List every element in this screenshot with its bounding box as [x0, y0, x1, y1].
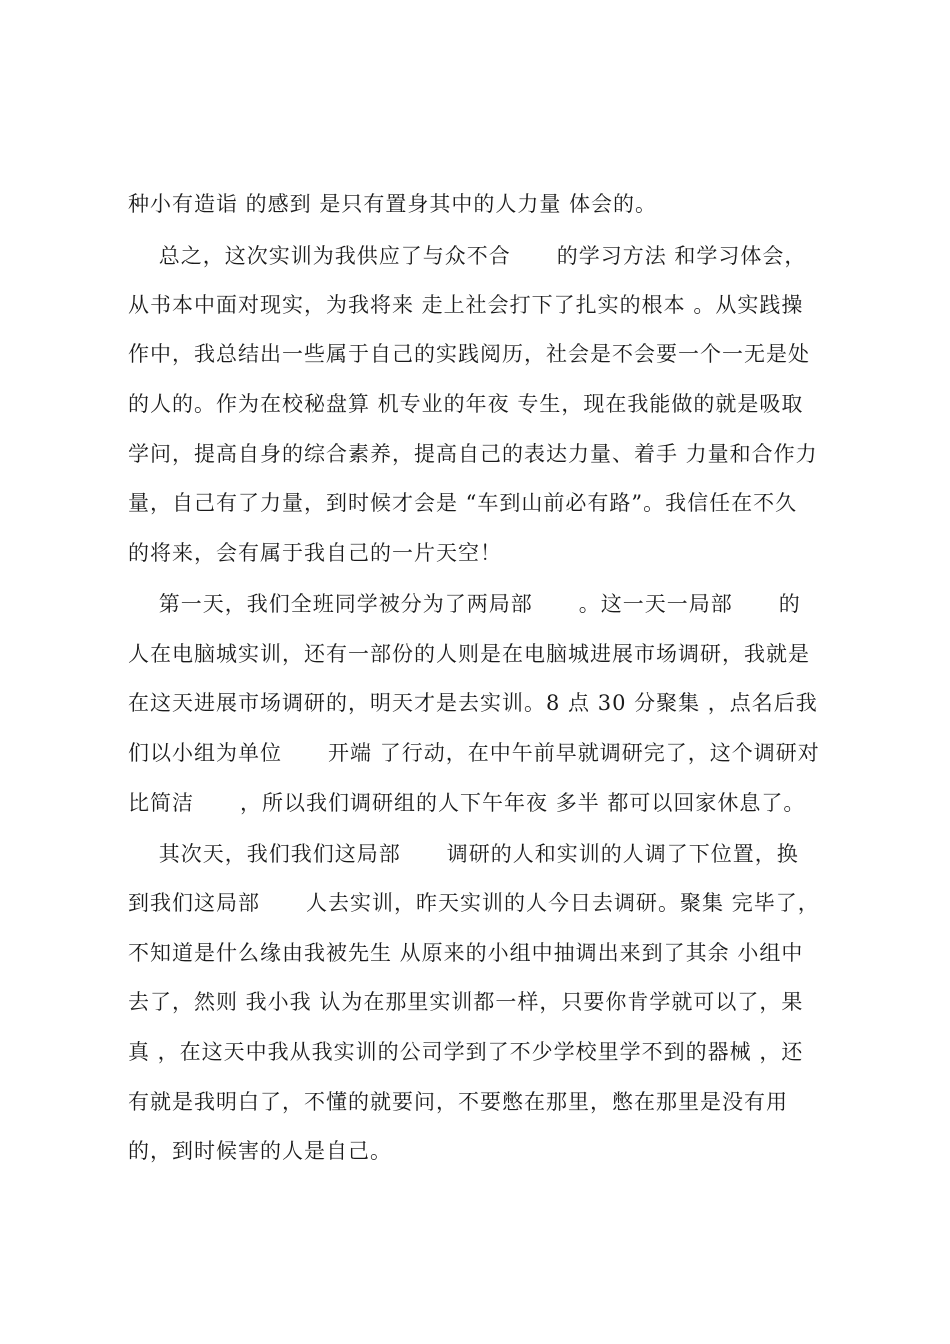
text-line: 在这天进展市场调研的，明天才是去实训。8 点 30 分聚集 ，点名后我	[128, 691, 818, 715]
text-line: 从书本中面对现实，为我将来 走上社会打下了扎实的根本 。从实践操	[128, 293, 804, 317]
text-line: 有就是我明白了，不懂的就要问，不要憋在那里，憋在那里是没有用	[128, 1090, 788, 1114]
text-line: 其次天，我们我们这局部 调研的人和实训的人调了下位置，换	[128, 842, 799, 866]
text-line: 的将来，会有属于我自己的一片天空！	[128, 541, 502, 565]
text-line: 总之，这次实训为我供应了与众不合 的学习方法 和学习体会，	[128, 244, 807, 268]
text-line: 去了，然则 我小我 认为在那里实训都一样，只要你肯学就可以了，果	[128, 990, 804, 1014]
text-line: 比简洁 ，所以我们调研组的人下午年夜 多半 都可以回家休息了。	[128, 791, 806, 815]
text-line: 的人的。作为在校秘盘算 机专业的年夜 专生，现在我能做的就是吸取	[128, 392, 804, 416]
text-line: 不知道是什么缘由我被先生 从原来的小组中抽调出来到了其余 小组中	[128, 941, 804, 965]
text-line: 人在电脑城实训，还有一部份的人则是在电脑城进展市场调研，我就是	[128, 642, 810, 666]
text-line: 量，自己有了力量，到时候才会是 “车到山前必有路”。我信任在不久	[128, 491, 798, 515]
text-line: 学问，提高自身的综合素养，提高自己的表达力量、着手 力量和合作力	[128, 442, 818, 466]
text-line: 的，到时候害的人是自己。	[128, 1139, 392, 1163]
text-line: 们以小组为单位 开端 了行动，在中午前早就调研完了，这个调研对	[128, 741, 820, 765]
text-line: 种小有造诣 的感到 是只有置身其中的人力量 体会的。	[128, 192, 658, 216]
text-line: 第一天，我们全班同学被分为了两局部 。这一天一局部 的	[128, 592, 801, 616]
text-line: 真 ，在这天中我从我实训的公司学到了不少学校里学不到的器械 ，还	[128, 1040, 804, 1064]
text-line: 到我们这局部 人去实训，昨天实训的人今日去调研。聚集 完毕了，	[128, 891, 820, 915]
text-line: 作中，我总结出一些属于自己的实践阅历，社会是不会要一个一无是处	[128, 342, 810, 366]
